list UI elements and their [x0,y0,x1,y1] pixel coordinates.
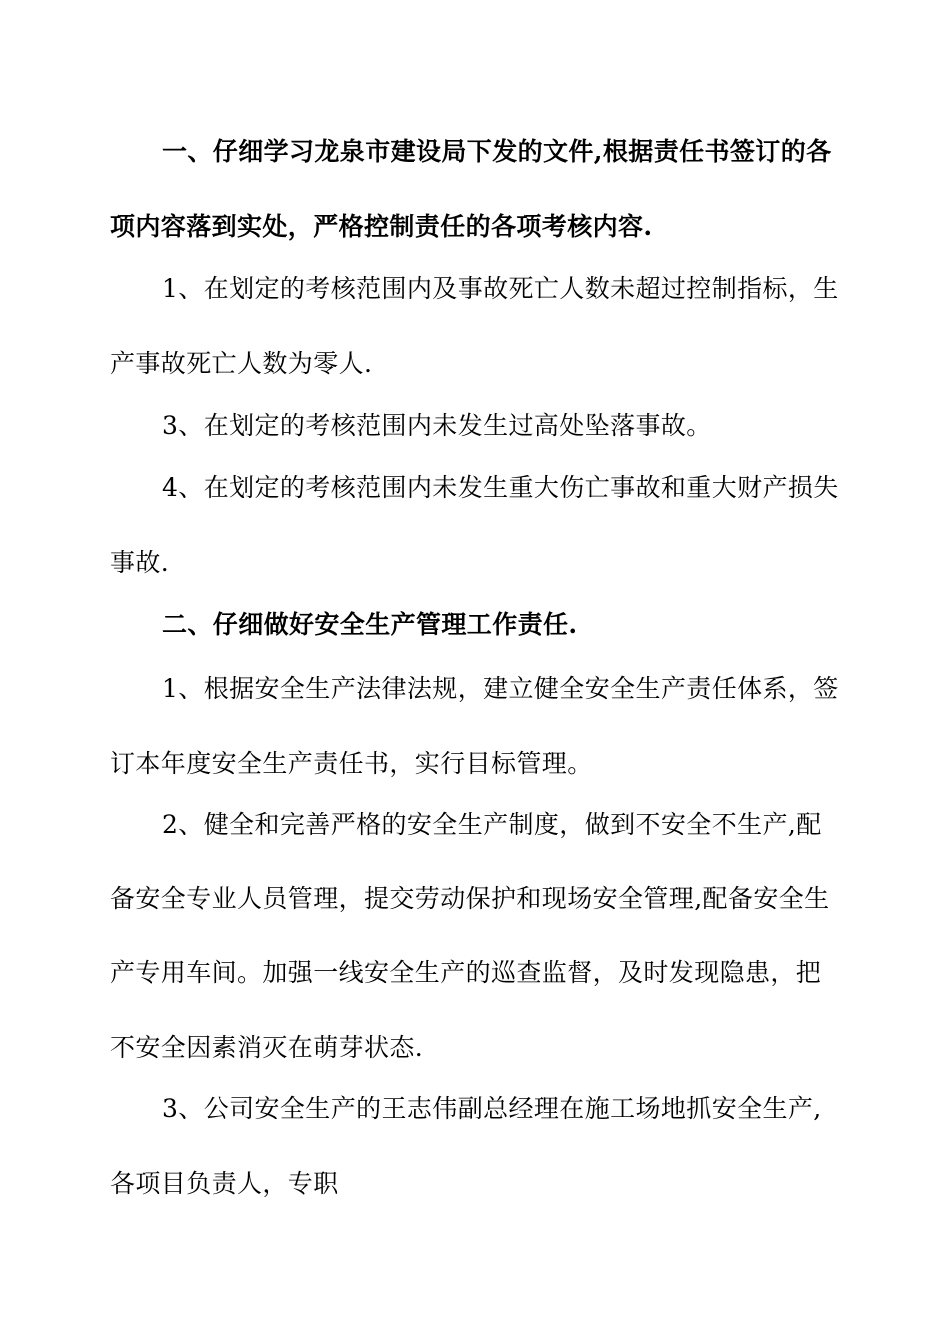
item-3-line-1: 3、在划定的考核范围内未发生过高处坠落事故。 [162,411,712,440]
section-two-heading: 二、仔细做好安全生产管理工作责任. [162,610,578,639]
item-1-line-1: 1、在划定的考核范围内及事故死亡人数未超过控制指标，生 [162,274,839,303]
section-two-item-2-line-2: 备安全专业人员管理，提交劳动保护和现场安全管理,配备安全生 [110,884,830,913]
section-one-heading-line-2: 项内容落到实处，严格控制责任的各项考核内容. [110,212,653,241]
item-4-line-1: 4、在划定的考核范围内未发生重大伤亡事故和重大财产损失 [162,473,839,502]
section-two-item-2-line-3: 产专用车间。加强一线安全生产的巡查监督，及时发现隐患，把 [110,958,822,987]
item-4-line-2: 事故. [110,548,170,577]
section-two-item-1-line-2: 订本年度安全生产责任书，实行目标管理。 [110,749,593,778]
section-two-item-1-line-1: 1、根据安全生产法律法规，建立健全安全生产责任体系，签 [162,674,839,703]
item-1-line-2: 产事故死亡人数为零人. [110,349,373,378]
section-two-item-2-line-4: 不安全因素消灭在萌芽状态. [110,1033,424,1062]
section-one-heading-line-1: 一、仔细学习龙泉市建设局下发的文件,根据责任书签订的各 [162,137,832,166]
section-two-item-2-line-1: 2、健全和完善严格的安全生产制度，做到不安全不生产,配 [162,810,822,839]
section-two-item-3-line-2: 各项目负责人，专职 [110,1169,339,1198]
section-two-item-3-line-1: 3、公司安全生产的王志伟副总经理在施工场地抓安全生产, [162,1094,822,1123]
